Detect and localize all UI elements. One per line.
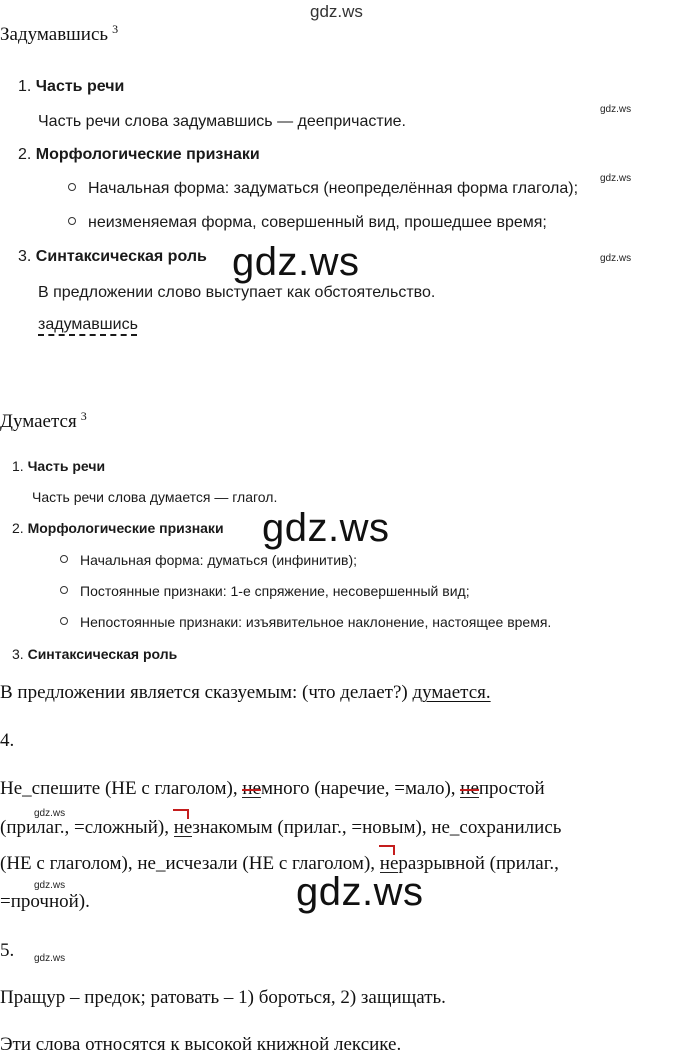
word1-title-sup: 3 (112, 22, 119, 36)
word2-item-3-heading (12, 646, 177, 662)
item-heading: Синтаксическая роль (35, 248, 207, 265)
bullet-icon (68, 217, 76, 225)
watermark-top: gdz.ws (310, 2, 363, 21)
item-number: 3. (18, 248, 32, 265)
text-fragment: много (наречие, =мало), (260, 778, 461, 799)
watermark-big: gdz.ws (232, 240, 360, 284)
sentence-prefix: В предложении является сказуемым: (что делает?) (0, 682, 413, 703)
text-fragment: Не_спешите (НЕ с глаголом), (0, 778, 243, 799)
prefix-ne-mark: не (379, 853, 399, 874)
word2-bullet-3 (60, 614, 551, 630)
prefix-ne-mark: не (242, 778, 261, 799)
task5-number: 5. (0, 940, 15, 961)
watermark-small: gdz.ws (600, 173, 632, 184)
watermark-small: gdz.ws (34, 808, 66, 819)
text-fragment: (прилаг., =сложный), (0, 817, 174, 838)
bullet-text: Начальная форма: думаться (инфинитив); (80, 552, 358, 568)
task4-line-4: =прочной). (0, 891, 90, 912)
task5-line-2: Эти слова относятся к высокой книжной лексике. (0, 1034, 402, 1055)
word2-title-sup: 3 (80, 409, 87, 423)
bullet-icon (60, 617, 68, 625)
word1-item-1-text: Часть речи слова задумавшись — деепричастие. (38, 113, 406, 130)
item-number: 1. (12, 458, 24, 474)
text-fragment: знакомым (прилаг., =новым), не_сохранились (192, 817, 562, 838)
word1-item-3-text: В предложении слово выступает как обстоятельство. (38, 284, 436, 301)
task4-number: 4. (0, 730, 15, 751)
item-number: 2. (12, 520, 24, 536)
text-fragment: (НЕ с глаголом), не_исчезали (НЕ с глаголом), (0, 853, 380, 874)
bullet-icon (60, 586, 68, 594)
word2-title (0, 411, 87, 433)
text-fragment: разрывной (прилаг., (398, 853, 559, 874)
word2-bullet-2 (60, 583, 470, 599)
word2-item-1-heading (12, 458, 105, 474)
watermark-big: gdz.ws (262, 506, 390, 550)
task4-line-1 (0, 778, 545, 800)
bullet-text: Постоянные признаки: 1-е спряжение, несовершенный вид; (80, 583, 470, 599)
watermark-small: gdz.ws (600, 104, 632, 115)
bullet-text: неизменяемая форма, совершенный вид, прошедшее время; (88, 214, 547, 231)
task4-line-2 (0, 817, 561, 839)
item-heading: Часть речи (35, 78, 125, 95)
watermark-small: gdz.ws (34, 880, 66, 891)
word1-underlined-word: задумавшись (38, 316, 138, 333)
bullet-text: Начальная форма: задуматься (неопределённая форма глагола); (88, 180, 579, 197)
item-number: 1. (18, 78, 32, 95)
word1-bullet-1 (68, 180, 578, 198)
word1-bullet-2 (68, 214, 547, 232)
word2-title-text: Думается (0, 411, 77, 432)
sentence-underlined-word: думается. (412, 682, 491, 703)
task5-line-1: Пращур – предок; ратовать – 1) бороться, 2) защищать. (0, 987, 446, 1008)
word1-item-3-heading (18, 248, 207, 266)
item-heading: Часть речи (27, 458, 106, 474)
item-number: 2. (18, 146, 32, 163)
watermark-small: gdz.ws (34, 953, 66, 964)
word1-title (0, 24, 118, 46)
watermark-big: gdz.ws (296, 870, 424, 914)
word1-item-1-heading (18, 78, 124, 96)
text-fragment: простой (478, 778, 545, 799)
item-heading: Морфологические признаки (27, 520, 224, 536)
watermark-small: gdz.ws (600, 253, 632, 264)
word2-bullet-1 (60, 552, 357, 568)
prefix-ne-mark: не (173, 817, 193, 838)
word1-item-2-heading (18, 146, 260, 164)
prefix-ne-mark: не (460, 778, 479, 799)
word2-sentence (0, 682, 491, 704)
word1-title-text: Задумавшись (0, 24, 109, 45)
bullet-icon (68, 183, 76, 191)
bullet-icon (60, 555, 68, 563)
item-number: 3. (12, 646, 24, 662)
bullet-text: Непостоянные признаки: изъявительное наклонение, настоящее время. (80, 614, 552, 630)
word2-item-2-heading (12, 520, 224, 536)
word2-item-1-text: Часть речи слова думается — глагол. (32, 489, 278, 505)
task4-line-3 (0, 853, 559, 875)
item-heading: Морфологические признаки (35, 146, 260, 163)
item-heading: Синтаксическая роль (27, 646, 178, 662)
